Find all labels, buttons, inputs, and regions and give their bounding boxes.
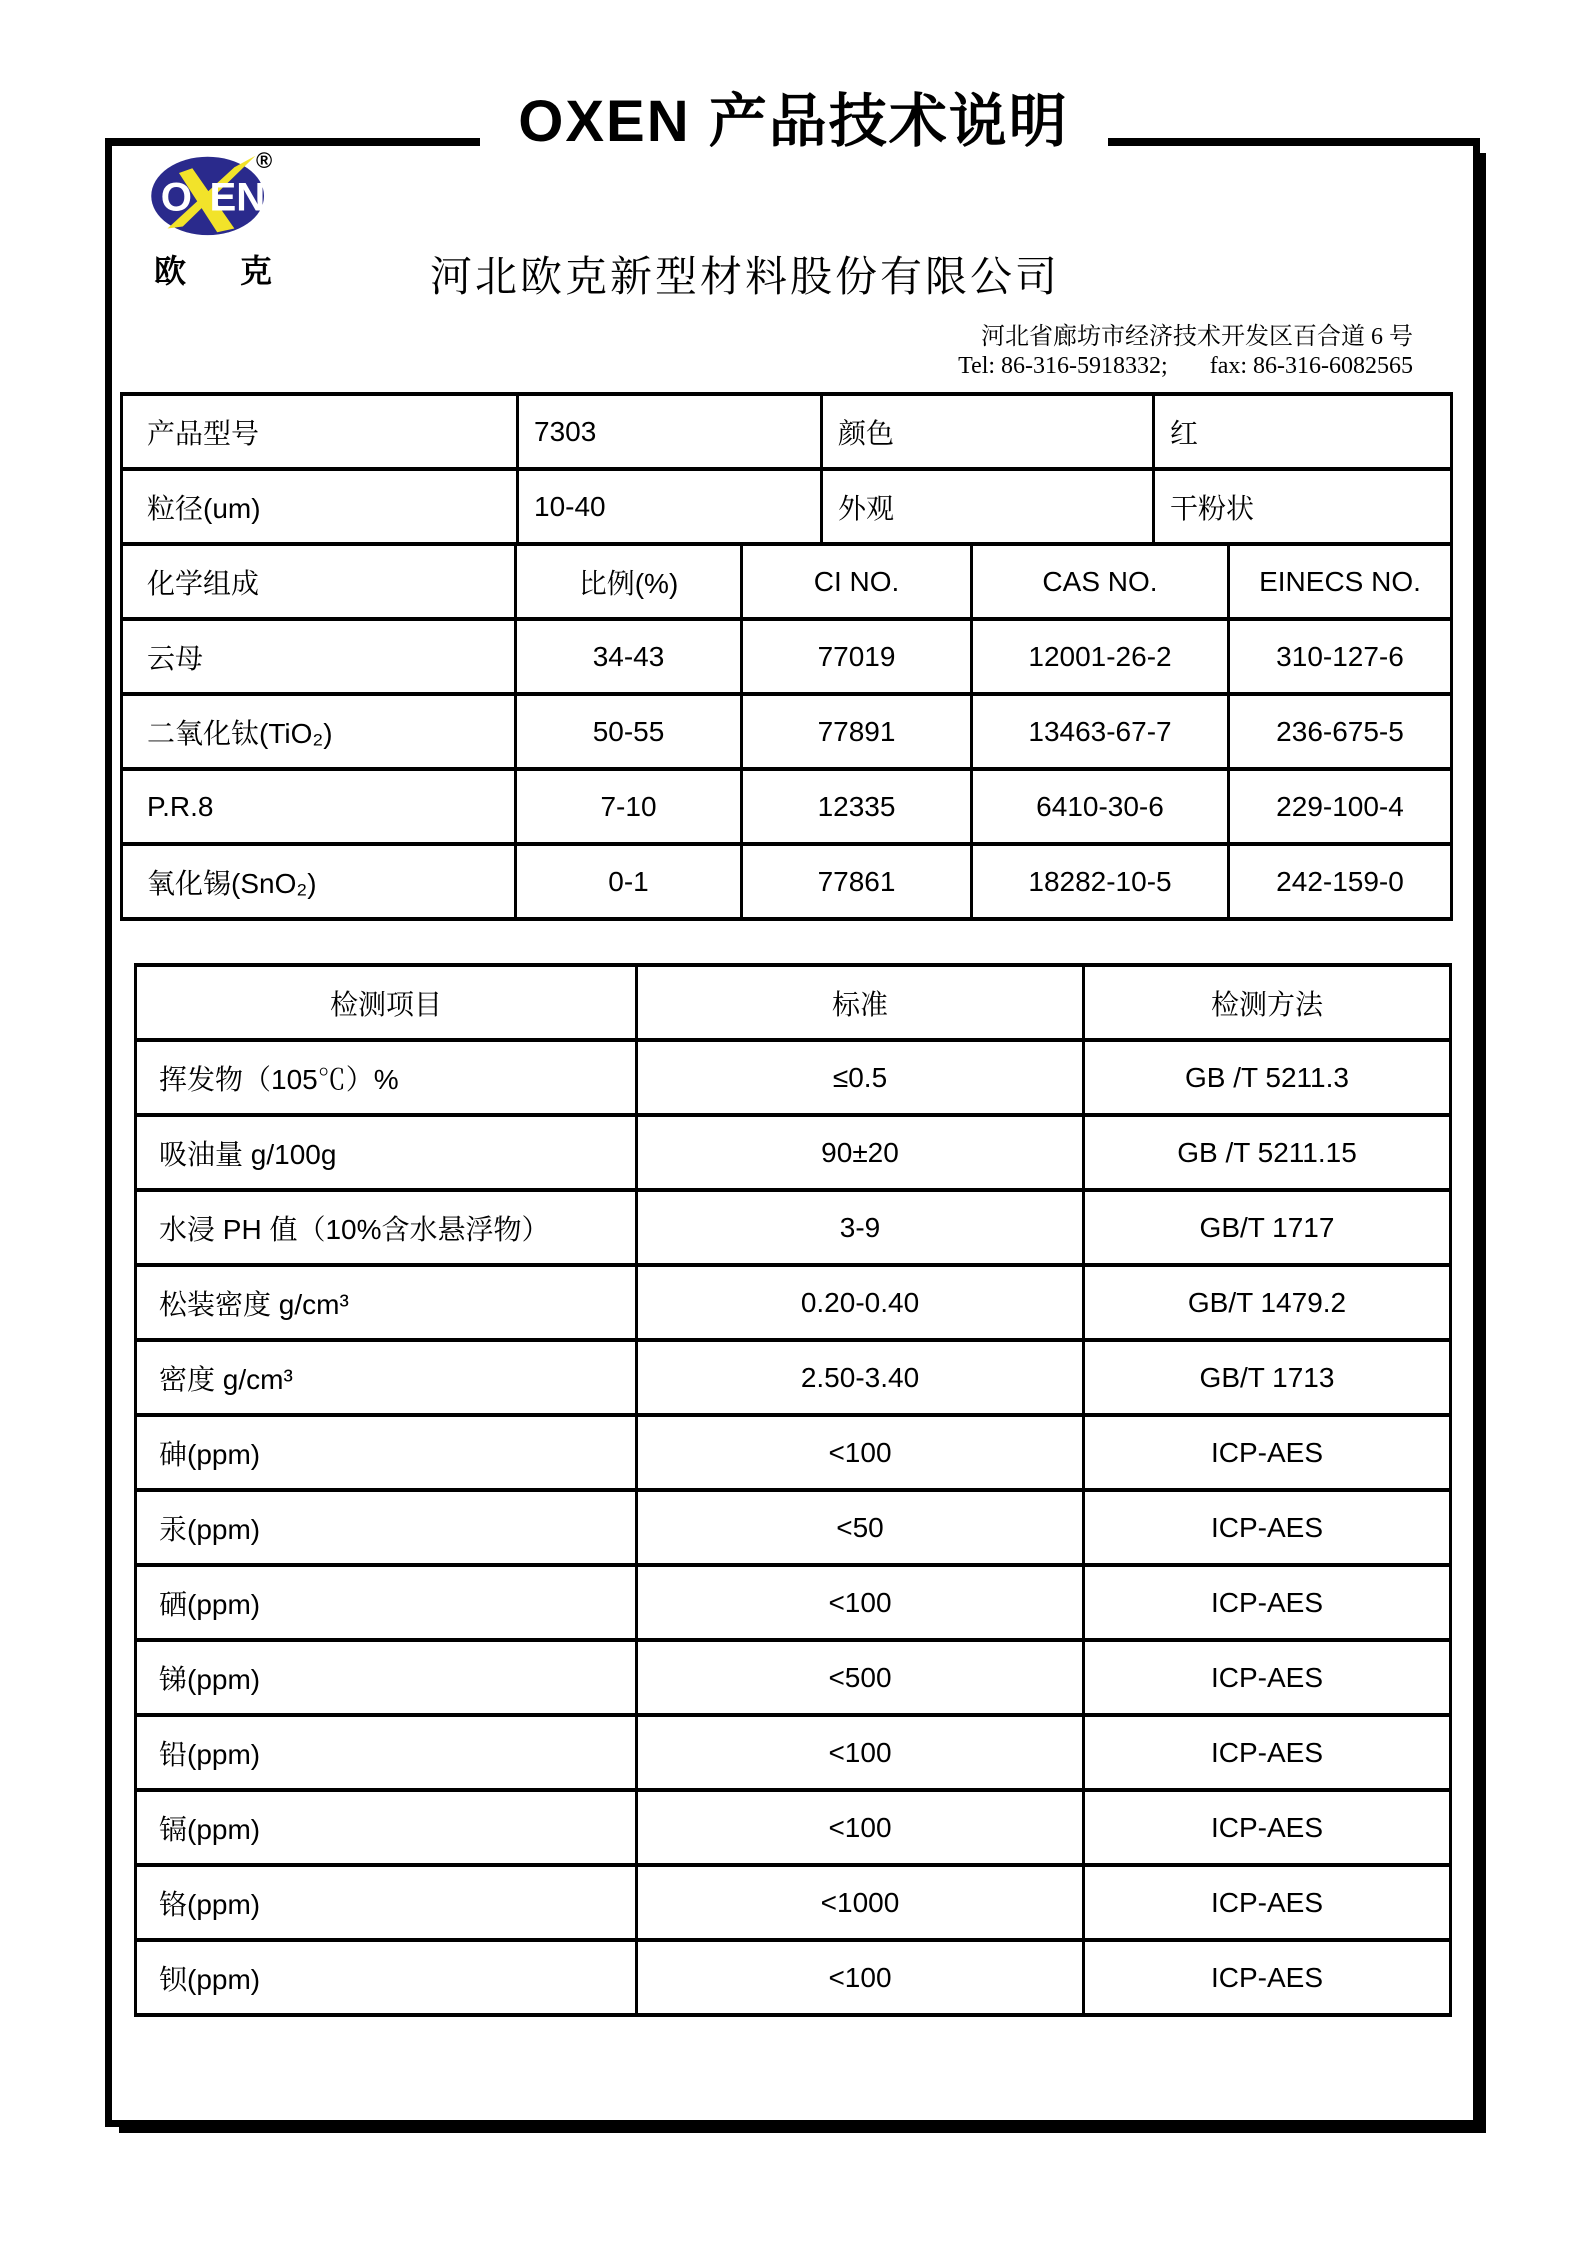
company-tel: Tel: 86-316-5918332; [958,353,1168,379]
header-cell: 比例(%) [516,544,742,619]
value-cell: GB /T 5211.3 [1084,1040,1451,1115]
company-address: 河北省廊坊市经济技术开发区百合道 6 号 [981,324,1413,350]
value-cell: GB/T 1717 [1084,1190,1451,1265]
header-cell: 标准 [637,965,1084,1040]
value-cell: <100 [637,1790,1084,1865]
value-cell: ICP-AES [1084,1640,1451,1715]
logo-caption [154,246,272,292]
row-label-cell: 颜色 [822,394,1154,469]
table-header-row [122,544,1452,619]
company-contact-block [958,323,1413,381]
value-cell: 干粉状 [1154,469,1452,544]
product-info-table [120,392,1453,546]
value-cell: GB/T 1479.2 [1084,1265,1451,1340]
value-cell: <100 [637,1565,1084,1640]
row-label-cell: 砷(ppm) [136,1415,637,1490]
row-label-cell: 粒径(um) [122,469,518,544]
page-title: OXEN 产品技术说明 [518,89,1069,154]
value-cell: ICP-AES [1084,1715,1451,1790]
registered-trademark-icon: ® [256,148,273,173]
row-label-cell: 云母 [122,619,516,694]
value-cell: 0-1 [516,844,742,919]
value-cell: ICP-AES [1084,1490,1451,1565]
value-cell: <1000 [637,1865,1084,1940]
composition-table [120,542,1453,921]
table-row [122,469,1452,544]
table-row [122,844,1452,919]
table-row [136,1640,1451,1715]
value-cell: GB /T 5211.15 [1084,1115,1451,1190]
value-cell: 7-10 [516,769,742,844]
value-cell: 7303 [518,394,822,469]
row-label-cell: 松装密度 g/cm³ [136,1265,637,1340]
row-label-cell: 氧化锡(SnO₂) [122,844,516,919]
value-cell: 236-675-5 [1229,694,1452,769]
table-row [136,1190,1451,1265]
logo-caption-char-1: 欧 [154,253,187,289]
value-cell: ICP-AES [1084,1415,1451,1490]
value-cell: 3-9 [637,1190,1084,1265]
logo-letter-o: O [160,174,193,220]
value-cell: GB/T 1713 [1084,1340,1451,1415]
row-label-cell: 二氧化钛(TiO₂) [122,694,516,769]
row-label-cell: 镉(ppm) [136,1790,637,1865]
value-cell: ICP-AES [1084,1865,1451,1940]
row-label-cell: 水浸 PH 值（10%含水悬浮物） [136,1190,637,1265]
table-row [122,769,1452,844]
row-label-cell: 硒(ppm) [136,1565,637,1640]
company-name: 河北欧克新型材料股份有限公司 [430,255,1061,301]
header-cell: EINECS NO. [1229,544,1452,619]
logo-caption-char-2: 克 [239,253,272,289]
row-label-cell: 铅(ppm) [136,1715,637,1790]
test-table [134,963,1452,2017]
value-cell: 12335 [742,769,972,844]
row-label-cell: P.R.8 [122,769,516,844]
value-cell: 310-127-6 [1229,619,1452,694]
value-cell: 0.20-0.40 [637,1265,1084,1340]
value-cell: 2.50-3.40 [637,1340,1084,1415]
logo-letters-en: EN [209,174,266,220]
row-label-cell: 密度 g/cm³ [136,1340,637,1415]
row-label-cell: 产品型号 [122,394,518,469]
table-row [136,1415,1451,1490]
row-label-cell: 钡(ppm) [136,1940,637,2015]
value-cell: 6410-30-6 [972,769,1229,844]
header-cell: 检测项目 [136,965,637,1040]
table-row [122,694,1452,769]
row-label-cell: 锑(ppm) [136,1640,637,1715]
value-cell: 10-40 [518,469,822,544]
value-cell: 18282-10-5 [972,844,1229,919]
value-cell: <100 [637,1715,1084,1790]
row-label-cell: 吸油量 g/100g [136,1115,637,1190]
table-row [136,1940,1451,2015]
value-cell: 50-55 [516,694,742,769]
value-cell: 229-100-4 [1229,769,1452,844]
value-cell: <500 [637,1640,1084,1715]
table-row [136,1490,1451,1565]
value-cell: <100 [637,1940,1084,2015]
table-row [136,1040,1451,1115]
table-row [136,1790,1451,1865]
value-cell: ICP-AES [1084,1940,1451,2015]
row-label-cell: 铬(ppm) [136,1865,637,1940]
table-row [136,1340,1451,1415]
row-label-cell: 挥发物（105℃）% [136,1040,637,1115]
value-cell: 34-43 [516,619,742,694]
header-cell: CAS NO. [972,544,1229,619]
product-spec-table [120,392,1453,921]
value-cell: <100 [637,1415,1084,1490]
company-logo [148,148,288,292]
row-label-cell: 外观 [822,469,1154,544]
value-cell: ICP-AES [1084,1565,1451,1640]
table-row [136,1865,1451,1940]
company-fax: fax: 86-316-6082565 [1209,353,1413,379]
table-row [136,1265,1451,1340]
value-cell: 242-159-0 [1229,844,1452,919]
header-cell: 化学组成 [122,544,516,619]
table-row [136,1115,1451,1190]
oxen-logo-graphic [148,152,273,238]
value-cell: 77891 [742,694,972,769]
value-cell: 12001-26-2 [972,619,1229,694]
table-row [122,394,1452,469]
value-cell: 90±20 [637,1115,1084,1190]
table-header-row [136,965,1451,1040]
row-label-cell: 汞(ppm) [136,1490,637,1565]
value-cell: 红 [1154,394,1452,469]
table-row [122,619,1452,694]
value-cell: <50 [637,1490,1084,1565]
table-row [136,1565,1451,1640]
value-cell: 77861 [742,844,972,919]
company-tel-fax-line [958,352,1413,381]
value-cell: 13463-67-7 [972,694,1229,769]
table-row [136,1715,1451,1790]
value-cell: 77019 [742,619,972,694]
header-cell: 检测方法 [1084,965,1451,1040]
header-cell: CI NO. [742,544,972,619]
value-cell: ICP-AES [1084,1790,1451,1865]
value-cell: ≤0.5 [637,1040,1084,1115]
